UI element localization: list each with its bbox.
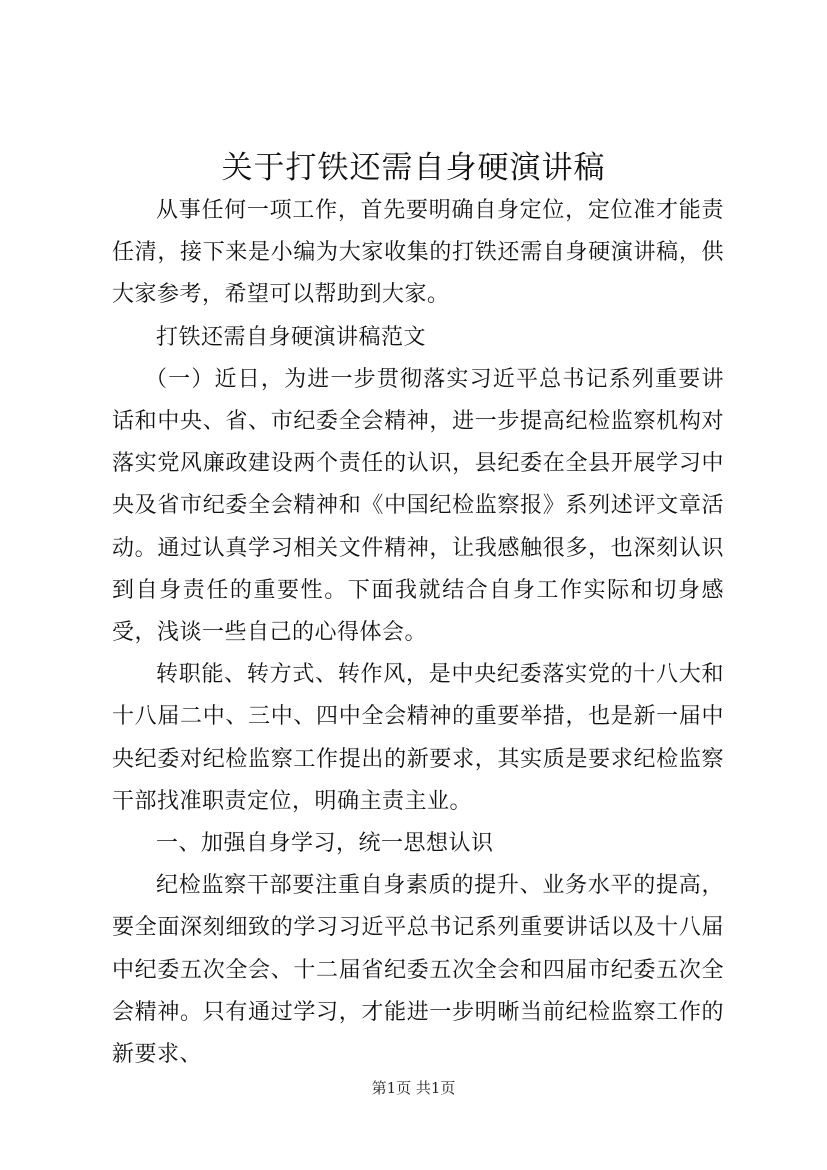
document-body	[112, 190, 724, 1076]
paragraph-transformation: 转职能、转方式、转作风，是中央纪委落实党的十八大和十八届二中、三中、四中全会精神的重要举措，也是新一届中央纪委对纪检监察工作提出的新要求，其实质是要求纪检监察干部找准职责定位，明确主责主业。	[112, 662, 724, 814]
paragraph-subheading-sample: 打铁还需自身硬演讲稿范文	[156, 324, 427, 350]
page-footer: 第1页 共1页	[371, 1079, 456, 1097]
paragraph-study-body: 纪检监察干部要注重自身素质的提升、业务水平的提高，要全面深刻细致的学习习近平总书记系列重要讲话以及十八届中纪委五次全会、十二届省纪委五次全会和四届市纪委五次全会精神。只有通过学习，才能进一步明晰当前纪检监察工作的新要求、	[112, 873, 724, 1068]
document-title: 关于打铁还需自身硬演讲稿	[221, 150, 606, 186]
paragraph-heading-study: 一、加强自身学习，统一思想认识	[156, 831, 494, 857]
paragraph-section-one: （一）近日，为进一步贯彻落实习近平总书记系列重要讲话和中央、省、市纪委全会精神，进一步提高纪检监察机构对落实党风廉政建设两个责任的认识，县纪委在全县开展学习中央及省市纪委全会精神和《中国纪检监察报》系列述评文章活动。通过认真学习相关文件精神，让我感触很多，也深刻认识到自身责任的重要性。下面我就结合自身工作实际和切身感受，浅谈一些自己的心得体会。	[112, 366, 724, 646]
paragraph-intro: 从事任何一项工作，首先要明确自身定位，定位准才能责任清，接下来是小编为大家收集的打铁还需自身硬演讲稿，供大家参考，希望可以帮助到大家。	[112, 198, 724, 308]
